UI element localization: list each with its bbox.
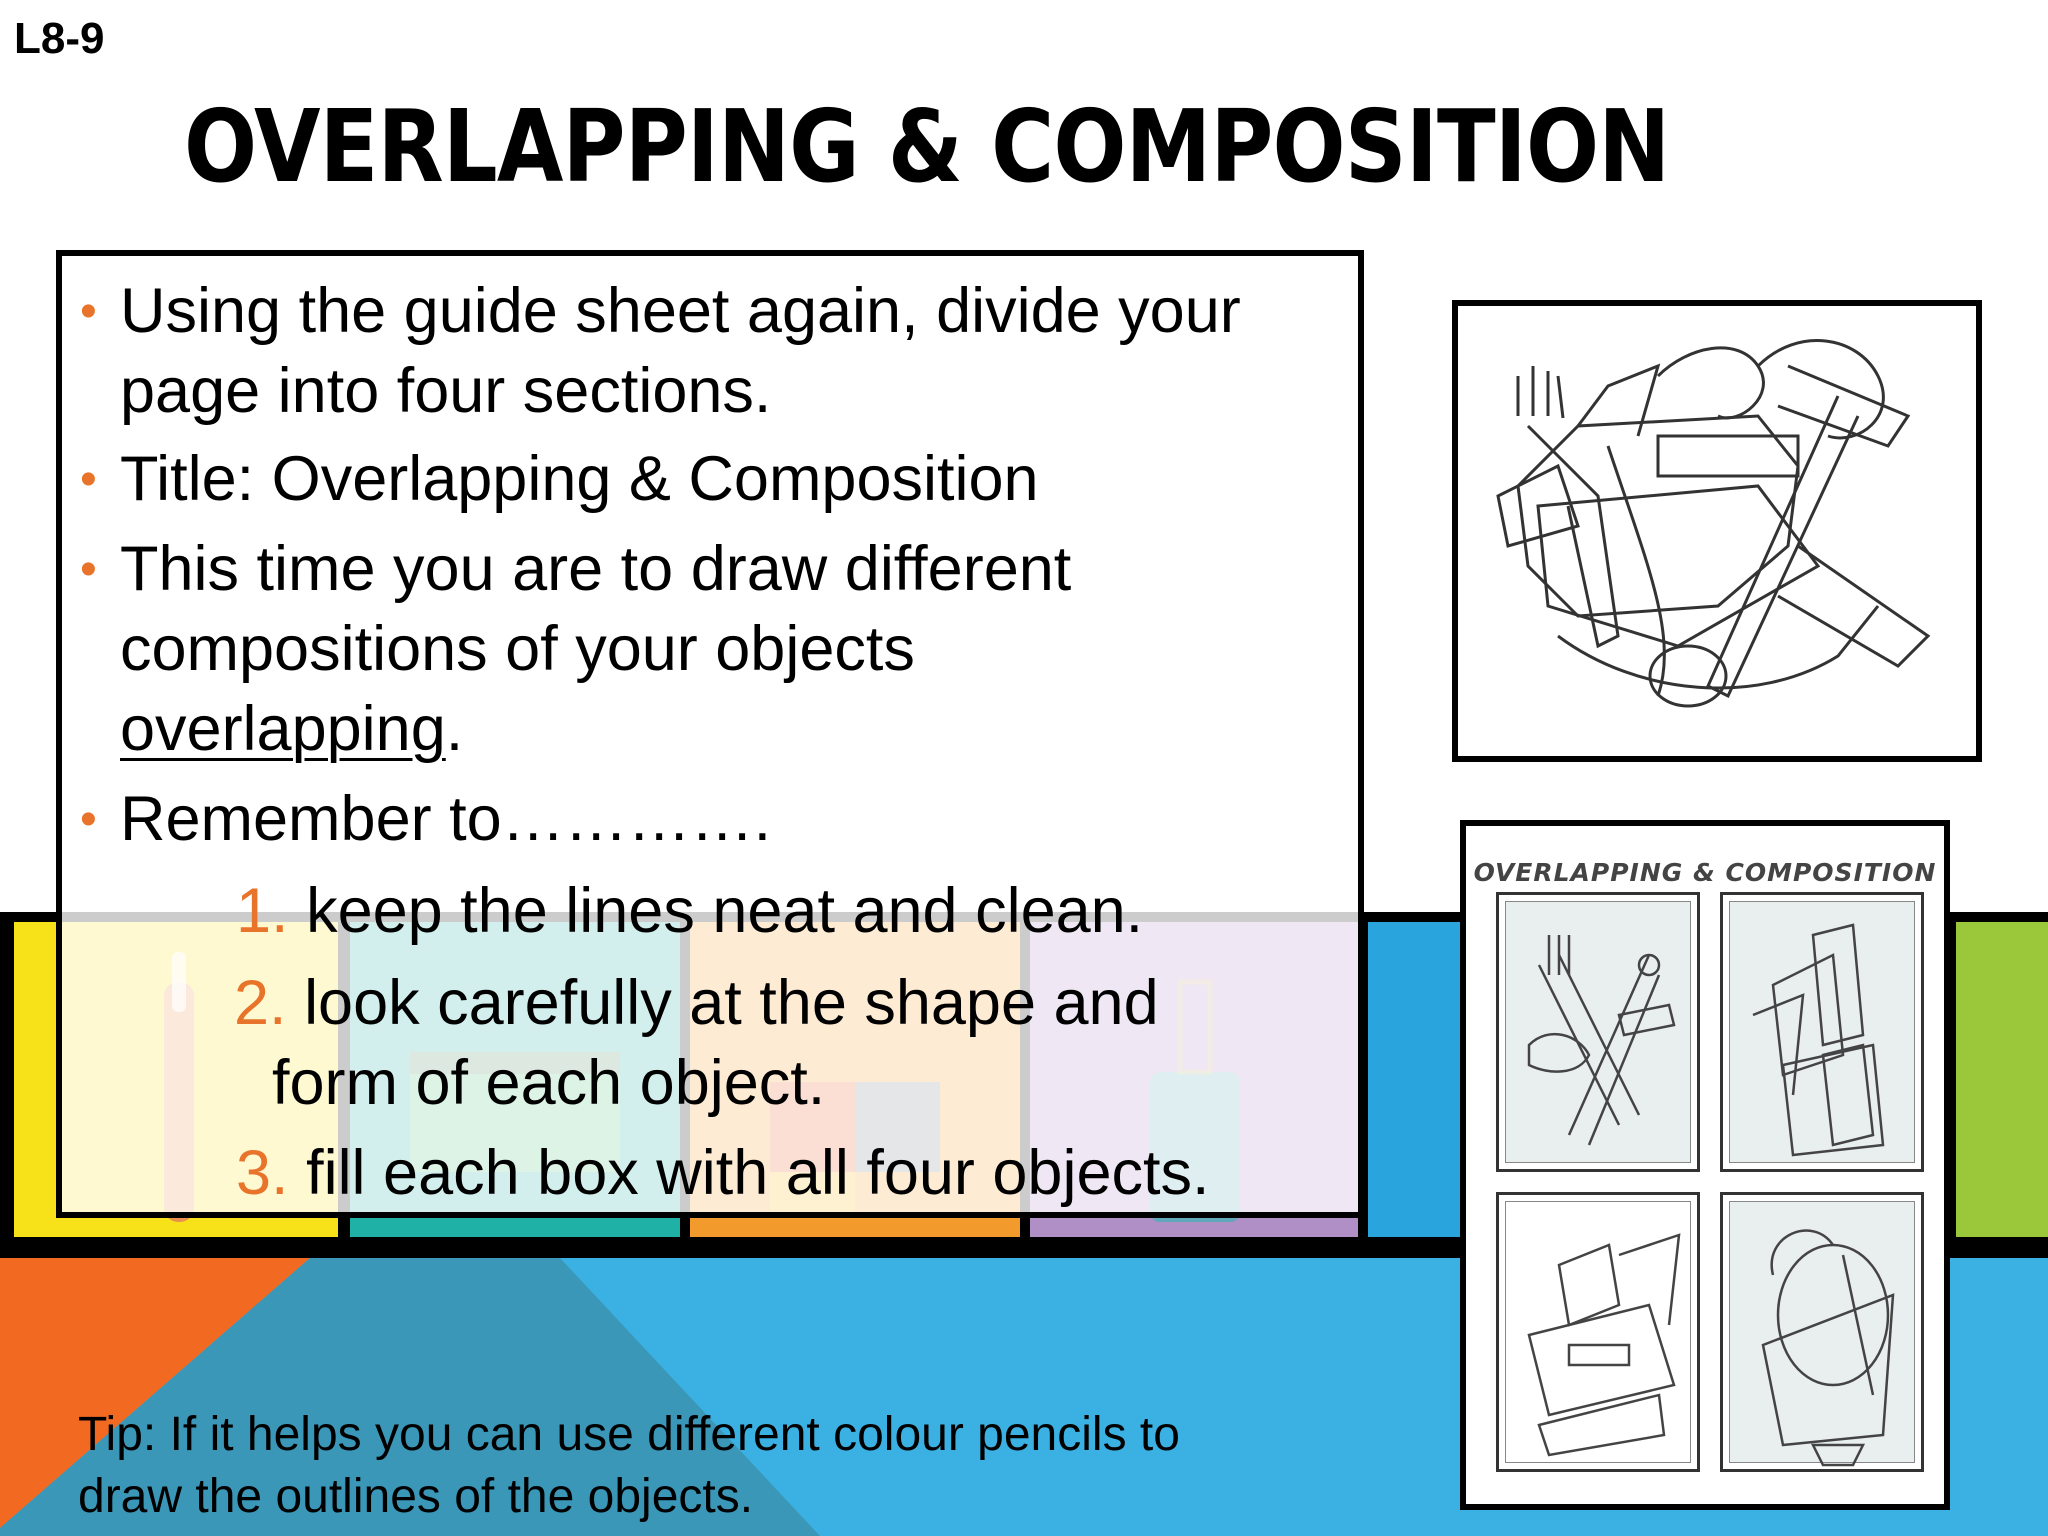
bullet-marker: • [80,793,97,846]
example-drawing-overlapping [1452,300,1982,762]
bullet-3-line-3 [120,694,464,764]
step-1-text: keep the lines neat and clean. [306,876,1144,946]
step-2-line-2: form of each object. [272,1048,826,1118]
step-3 [236,1138,1210,1208]
bullet-4-line-1: Remember to…………. [120,784,772,854]
tip-line-2: draw the outlines of the objects. [78,1470,754,1523]
guide-sheet-title: OVERLAPPING & COMPOSITION [1473,858,1937,887]
guide-sheet-box-1 [1496,892,1700,1172]
step-2 [234,968,1159,1038]
tip-line-1: Tip: If it helps you can use different colour pencils to [78,1408,1180,1461]
bullet-1-line-1: Using the guide sheet again, divide your [120,276,1241,346]
step-2-number: 2. [234,968,287,1038]
guide-sheet-example [1460,820,1950,1510]
step-3-number: 3. [236,1138,289,1208]
instructions-box [56,250,1364,1218]
lesson-code: L8-9 [14,14,105,63]
bullet-marker: • [80,285,97,338]
tip-text [78,1404,1180,1528]
tools-sketch [1499,895,1703,1175]
guide-sheet-box-2 [1720,892,1924,1172]
bullet-3-line-2: compositions of your objects [120,614,915,684]
step-3-text: fill each box with all four objects. [306,1138,1210,1208]
bullet-2-line-1: Title: Overlapping & Composition [120,444,1039,514]
bullet-marker: • [80,453,97,506]
guide-sheet-box-4 [1720,1192,1924,1472]
bullet-marker: • [80,543,97,596]
step-1-number: 1. [236,876,289,946]
step-1 [236,876,1144,946]
page-title: OVERLAPPING & COMPOSITION [184,88,1670,205]
bullet-3-line-1: This time you are to draw different [120,534,1072,604]
panel-green [1956,922,2048,1237]
bullet-3-period: . [445,694,464,764]
underlined-word: overlapping [120,694,446,764]
overlapping-objects-drawing [1458,306,1976,756]
boxes-sketch [1723,895,1927,1175]
step-2-text: look carefully at the shape and [304,968,1159,1038]
bullet-1-line-2: page into four sections. [120,356,772,426]
guide-sheet-box-3 [1496,1192,1700,1472]
lamp-sketch [1723,1195,1927,1475]
cassette-sketch [1499,1195,1703,1475]
